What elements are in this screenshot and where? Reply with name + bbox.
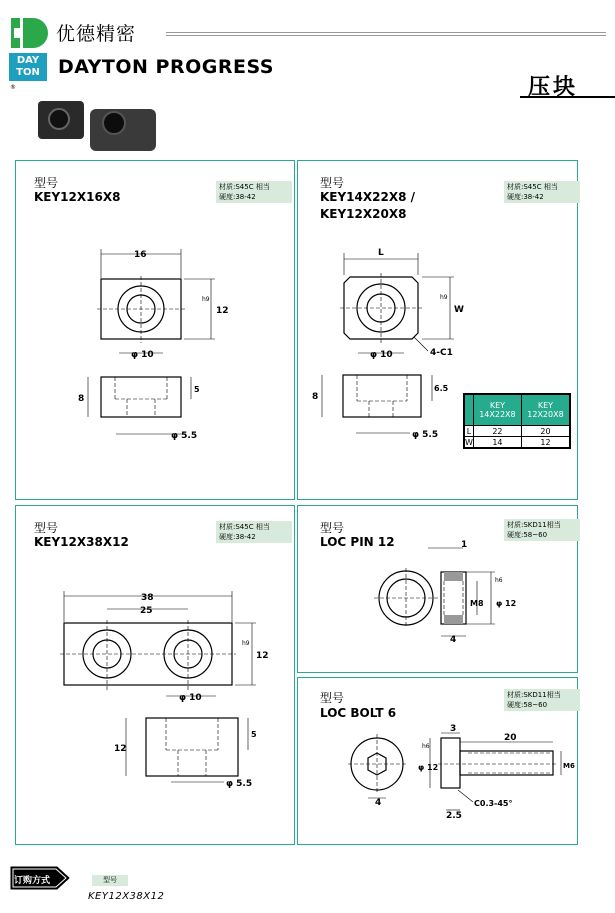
model-label: 型号	[320, 176, 345, 190]
dim-chamfer: 4-C1	[430, 348, 453, 358]
dim-hole: φ 10	[179, 693, 202, 703]
title-rule	[520, 96, 615, 98]
table-cell: 12	[521, 437, 569, 448]
table-header: KEY 12X20X8	[521, 395, 569, 426]
table-header	[465, 395, 474, 426]
brand-name-cn: 优德精密	[56, 23, 137, 45]
brand-name-en: DAYTON PROGRESS	[58, 56, 274, 78]
spec-material: 材质:SKD11相当	[507, 521, 561, 529]
dim-head: 3	[450, 724, 457, 734]
panel-key14x22x8	[297, 160, 578, 500]
dim-thread: M6	[563, 762, 575, 770]
dim-thickness: 12	[114, 744, 127, 754]
spec-hardness: 硬度:38-42	[219, 193, 256, 201]
section-title: 压块	[528, 75, 579, 100]
table-cell: W	[465, 437, 473, 447]
spec-hardness: 硬度:38-42	[507, 193, 544, 201]
dim-shank: 20	[504, 733, 517, 743]
dim-bore: φ 5.5	[412, 430, 439, 440]
dim-length: 4	[450, 635, 457, 645]
dim-thickness: 8	[78, 394, 85, 404]
dim-dia: φ 12	[418, 763, 439, 772]
dim-dia: φ 12	[496, 599, 517, 608]
badge-line2: TON	[16, 67, 40, 78]
order-example: KEY12X38X12	[88, 891, 165, 902]
badge-line1: DAY	[16, 55, 40, 66]
drawing-key12x38x12	[16, 506, 296, 846]
dim-bore: φ 5.5	[226, 779, 253, 789]
model-label: 型号	[34, 521, 59, 535]
model-label: 型号	[34, 176, 59, 190]
dim-depth: 5	[251, 730, 257, 739]
model-name: KEY12X38X12	[34, 535, 129, 549]
model-name: KEY14X22X8 /	[320, 190, 415, 204]
model-name: LOC BOLT 6	[320, 706, 397, 720]
dim-depth: 6.5	[434, 384, 449, 393]
dim-width: 16	[134, 250, 147, 260]
spec-hardness: 硬度:58~60	[507, 531, 548, 539]
dayton-logo	[11, 18, 51, 48]
dim-thickness: 8	[312, 392, 319, 402]
dim-hex: 4	[375, 798, 382, 808]
spec-material: 材质:SKD11相当	[507, 691, 561, 699]
dim-pitch: 25	[140, 606, 153, 616]
drawing-key14x22x8	[298, 161, 579, 501]
spec-hardness: 硬度:58~60	[507, 701, 548, 709]
drawing-key12x16x8	[16, 161, 296, 501]
drawing-loc-pin-12	[298, 506, 579, 674]
dim-height: 12	[256, 651, 269, 661]
panel-key12x38x12	[15, 505, 295, 845]
dim-height: 12	[216, 306, 229, 316]
dim-chamfer: C0.3-45°	[474, 799, 513, 808]
dim-bore: φ 5.5	[171, 431, 198, 441]
dim-neck: 2.5	[446, 811, 462, 821]
dim-length: 38	[141, 593, 154, 603]
spec-material: 材质:S45C 相当	[507, 183, 558, 191]
dim-fit: h6	[495, 577, 503, 584]
dim-depth: 5	[194, 385, 200, 394]
spec-material: 材质:S45C 相当	[219, 523, 270, 531]
order-label: 订购方式	[14, 876, 51, 886]
dim-fit: h6	[422, 743, 430, 750]
dim-hole: φ 10	[370, 350, 393, 360]
size-table	[463, 393, 571, 449]
dim-fit: h9	[202, 296, 210, 303]
dim-flange: 1	[461, 540, 468, 550]
header-rule	[166, 32, 606, 36]
dim-thread: M8	[470, 599, 484, 608]
dim-hole: φ 10	[131, 350, 154, 360]
model-label: 型号	[320, 521, 345, 535]
dim-fit: h9	[440, 294, 448, 301]
dim-length: L	[378, 248, 384, 258]
table-cell: 20	[521, 426, 569, 437]
dim-width: W	[454, 305, 464, 315]
table-header: KEY 14X22X8	[473, 395, 521, 426]
spec-material: 材质:S45C 相当	[219, 183, 270, 191]
table-cell: L	[465, 426, 474, 437]
dim-fit: h9	[242, 640, 250, 647]
panel-key12x16x8	[15, 160, 295, 500]
model-name: LOC PIN 12	[320, 535, 395, 549]
model-name-2: KEY12X20X8	[320, 207, 407, 221]
product-photo	[34, 97, 164, 153]
model-name: KEY12X16X8	[34, 190, 121, 204]
spec-hardness: 硬度:38-42	[219, 533, 256, 541]
panel-loc-pin-12	[297, 505, 578, 673]
order-model-label: 型号	[92, 875, 128, 886]
panel-loc-bolt-6	[297, 677, 578, 845]
registered-mark: ®	[10, 84, 16, 91]
model-label: 型号	[320, 691, 345, 705]
table-cell: 22	[473, 426, 521, 437]
dayton-badge	[9, 53, 47, 81]
table-cell: 14	[473, 437, 521, 448]
drawing-loc-bolt-6	[298, 678, 579, 846]
